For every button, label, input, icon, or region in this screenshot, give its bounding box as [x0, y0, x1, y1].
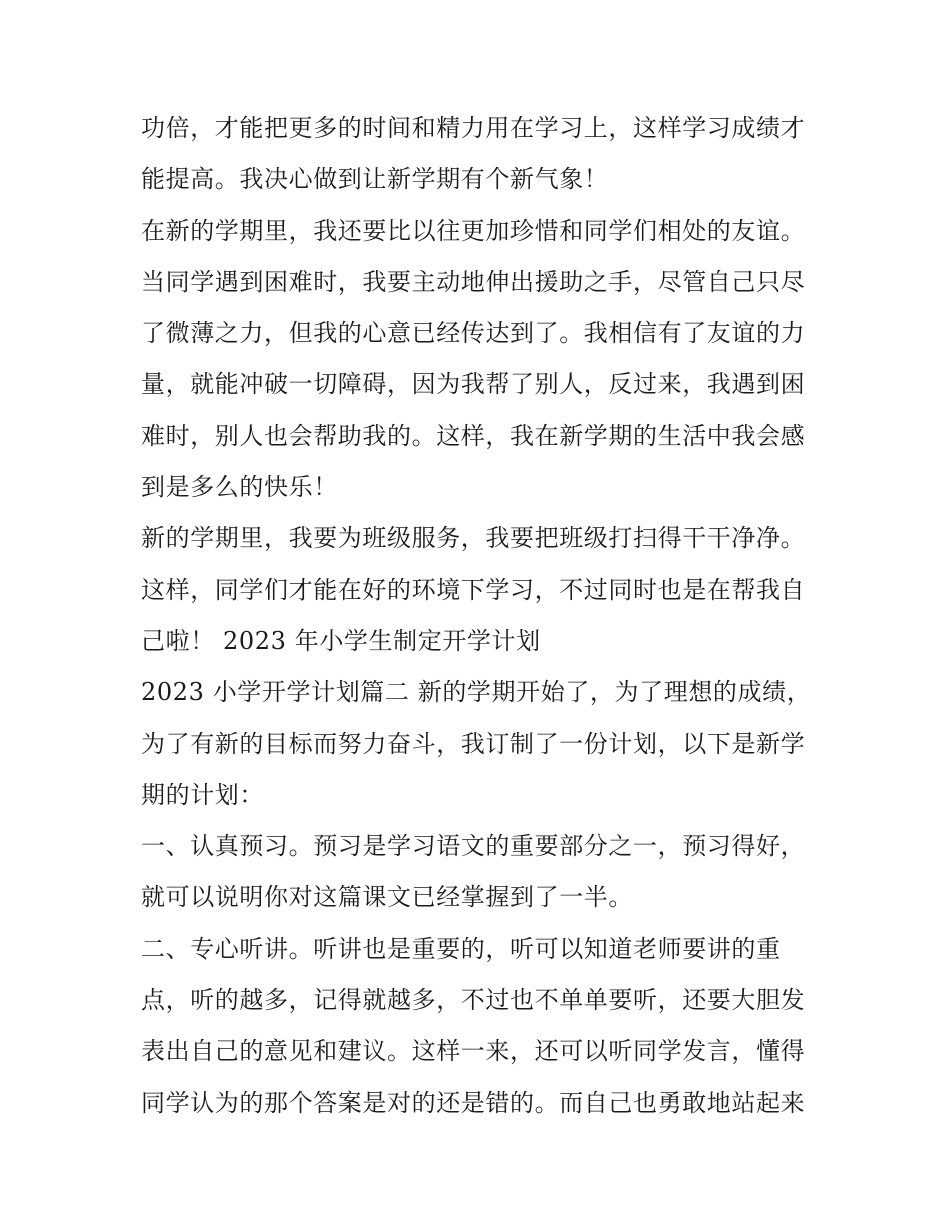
text-line: 己啦！ 2023 年小学生制定开学计划 — [141, 626, 541, 655]
text-line: 点，听的越多，记得就越多，不过也不单单要听，还要大胆发 — [141, 986, 806, 1015]
text-line: 表出自己的意见和建议。这样一来，还可以听同学发言，懂得 — [141, 1037, 806, 1066]
text-line: 新的学期里，我要为班级服务，我要把班级打扫得干干净净。 — [141, 524, 806, 553]
text-line: 能提高。我决心做到让新学期有个新气象！ — [141, 165, 609, 194]
text-line: 功倍，才能把更多的时间和精力用在学习上，这样学习成绩才 — [141, 114, 806, 142]
text-line: 当同学遇到困难时，我要主动地伸出援助之手，尽管自己只尽 — [141, 267, 806, 296]
text-line: 同学认为的那个答案是对的还是错的。而自己也勇敢地站起来 — [141, 1088, 806, 1117]
text-line: 二、专心听讲。听讲也是重要的，听可以知道老师要讲的重 — [141, 934, 781, 963]
text-line: 期的计划： — [141, 780, 264, 809]
text-line: 就可以说明你对这篇课文已经掌握到了一半。 — [141, 883, 633, 912]
text-line: 2023 小学开学计划篇二 新的学期开始了，为了理想的成绩， — [141, 678, 812, 707]
text-line: 难时，别人也会帮助我的。这样，我在新学期的生活中我会感 — [141, 421, 806, 450]
text-line: 一、认真预习。预习是学习语文的重要部分之一，预习得好， — [141, 832, 806, 861]
text-line: 在新的学期里，我还要比以往更加珍惜和同学们相处的友谊。 — [141, 216, 806, 245]
document-body-text — [141, 103, 821, 1129]
text-line: 这样，同学们才能在好的环境下学习，不过同时也是在帮我自 — [141, 575, 806, 604]
text-line: 到是多么的快乐！ — [141, 473, 338, 502]
text-line: 了微薄之力，但我的心意已经传达到了。我相信有了友谊的力 — [141, 319, 806, 348]
text-line: 量，就能冲破一切障碍，因为我帮了别人，反过来，我遇到困 — [141, 370, 806, 399]
text-line: 为了有新的目标而努力奋斗，我订制了一份计划，以下是新学 — [141, 729, 806, 758]
